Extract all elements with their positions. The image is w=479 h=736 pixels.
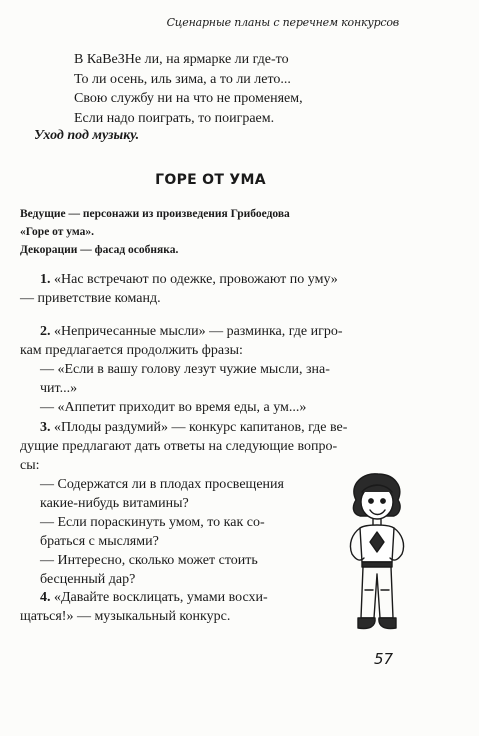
item-line: — Содержатся ли в плодах просвещения [40, 477, 284, 492]
item-number: 4. [40, 590, 51, 605]
intro-block [20, 205, 290, 259]
item-line: чит...» [40, 381, 78, 396]
verse-line: Если надо поиграть, то поиграем. [74, 110, 275, 126]
item-line: сы: [20, 458, 40, 473]
section-title: ГОРЕ ОТ УМА [155, 172, 266, 188]
item-line: «Нас встречают по одежке, провожают по уму» [54, 272, 338, 287]
item-line: щаться!» — музыкальный конкурс. [20, 609, 231, 624]
item-line: дущие предлагают дать ответы на следующие вопро- [20, 439, 338, 454]
intro-line: Ведущие — персонажи из произведения Грибоедова [20, 208, 290, 220]
page-number: 57 [374, 650, 394, 668]
item-line: — «Аппетит приходит во время еды, а ум...» [40, 400, 307, 415]
item-number: 2. [40, 324, 51, 339]
item-number: 3. [40, 420, 51, 435]
intro-line: Декорации — фасад особняка. [20, 244, 179, 256]
verse-line: То ли осень, иль зима, а то ли лето... [74, 71, 291, 87]
item-number: 1. [40, 272, 51, 287]
verse-block [74, 50, 303, 128]
item-line: «Непричесанные мысли» — разминка, где игро- [54, 324, 343, 339]
running-header: Сценарные планы с перечнем конкурсов [166, 16, 399, 29]
item-line: «Давайте восклицать, умами восхи- [54, 590, 268, 605]
item-line: какие-нибудь витамины? [40, 496, 189, 511]
item-line: бесценный дар? [40, 572, 136, 587]
item-1 [20, 270, 385, 308]
item-line: кам предлагается продолжить фразы: [20, 343, 243, 358]
cartoon-girl-illustration [330, 470, 420, 645]
item-line: — приветствие команд. [20, 291, 161, 306]
item-line: «Плоды раздумий» — конкурс капитанов, где ве- [54, 420, 348, 435]
item-line: — «Если в вашу голову лезут чужие мысли, зна- [40, 362, 330, 377]
verse-line: В КаВеЗНе ли, на ярмарке ли где-то [74, 52, 289, 67]
item-2 [20, 322, 385, 417]
item-line: браться с мыслями? [40, 534, 159, 549]
girl-drawing-icon [330, 470, 420, 640]
item-line: — Если пораскинуть умом, то как со- [40, 515, 265, 530]
stage-direction: Уход под музыку. [34, 128, 140, 143]
item-line: — Интересно, сколько может стоить [40, 553, 258, 568]
intro-line: «Горе от ума». [20, 226, 95, 238]
verse-line: Свою службу ни на что не променяем, [74, 91, 303, 106]
